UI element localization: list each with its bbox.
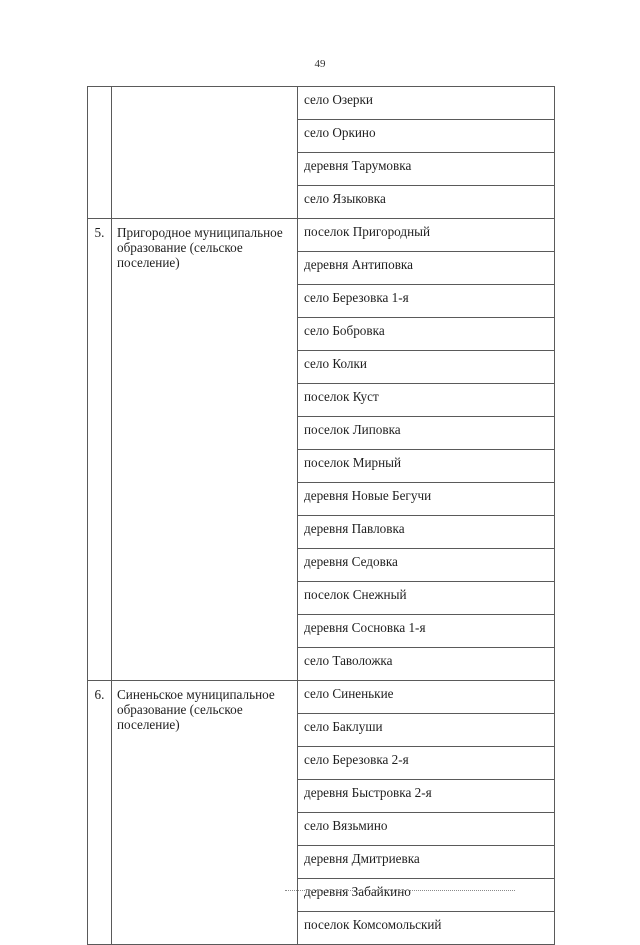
locality-cell: село Оркино [298,120,555,153]
locality-cell: поселок Снежный [298,582,555,615]
entry-number-cell: 5. [88,219,112,681]
locality-cell: деревня Дмитриевка [298,846,555,879]
table-row [88,87,555,120]
locality-cell: село Озерки [298,87,555,120]
locality-cell: деревня Тарумовка [298,153,555,186]
locality-cell: поселок Куст [298,384,555,417]
locality-cell: деревня Быстровка 2-я [298,780,555,813]
locality-cell: деревня Новые Бегучи [298,483,555,516]
locality-cell: село Таволожка [298,648,555,681]
locality-cell: село Вязьмино [298,813,555,846]
table-row [88,681,555,714]
locality-cell: село Синенькие [298,681,555,714]
table-body [88,87,555,945]
locality-cell: село Бобровка [298,318,555,351]
entry-number-cell: 6. [88,681,112,945]
entry-name-cell [112,87,298,219]
locality-cell: село Колки [298,351,555,384]
settlements-table [87,86,555,945]
locality-cell: деревня Антиповка [298,252,555,285]
entry-name-cell: Синеньское муниципальное образование (сельское поселение) [112,681,298,945]
locality-cell: деревня Павловка [298,516,555,549]
locality-cell: поселок Мирный [298,450,555,483]
locality-cell: поселок Липовка [298,417,555,450]
locality-cell: село Языковка [298,186,555,219]
locality-cell: село Баклуши [298,714,555,747]
locality-cell: деревня Забайкино [298,879,555,912]
entry-number-cell [88,87,112,219]
locality-cell: поселок Пригородный [298,219,555,252]
locality-cell: село Березовка 1-я [298,285,555,318]
page-number: 49 [314,58,326,70]
table-row [88,219,555,252]
entry-name-cell: Пригородное муниципальное образование (сельское поселение) [112,219,298,681]
locality-cell: деревня Сосновка 1-я [298,615,555,648]
footer-rule [285,890,515,891]
locality-cell: село Березовка 2-я [298,747,555,780]
locality-cell: поселок Комсомольский [298,912,555,945]
locality-cell: деревня Седовка [298,549,555,582]
